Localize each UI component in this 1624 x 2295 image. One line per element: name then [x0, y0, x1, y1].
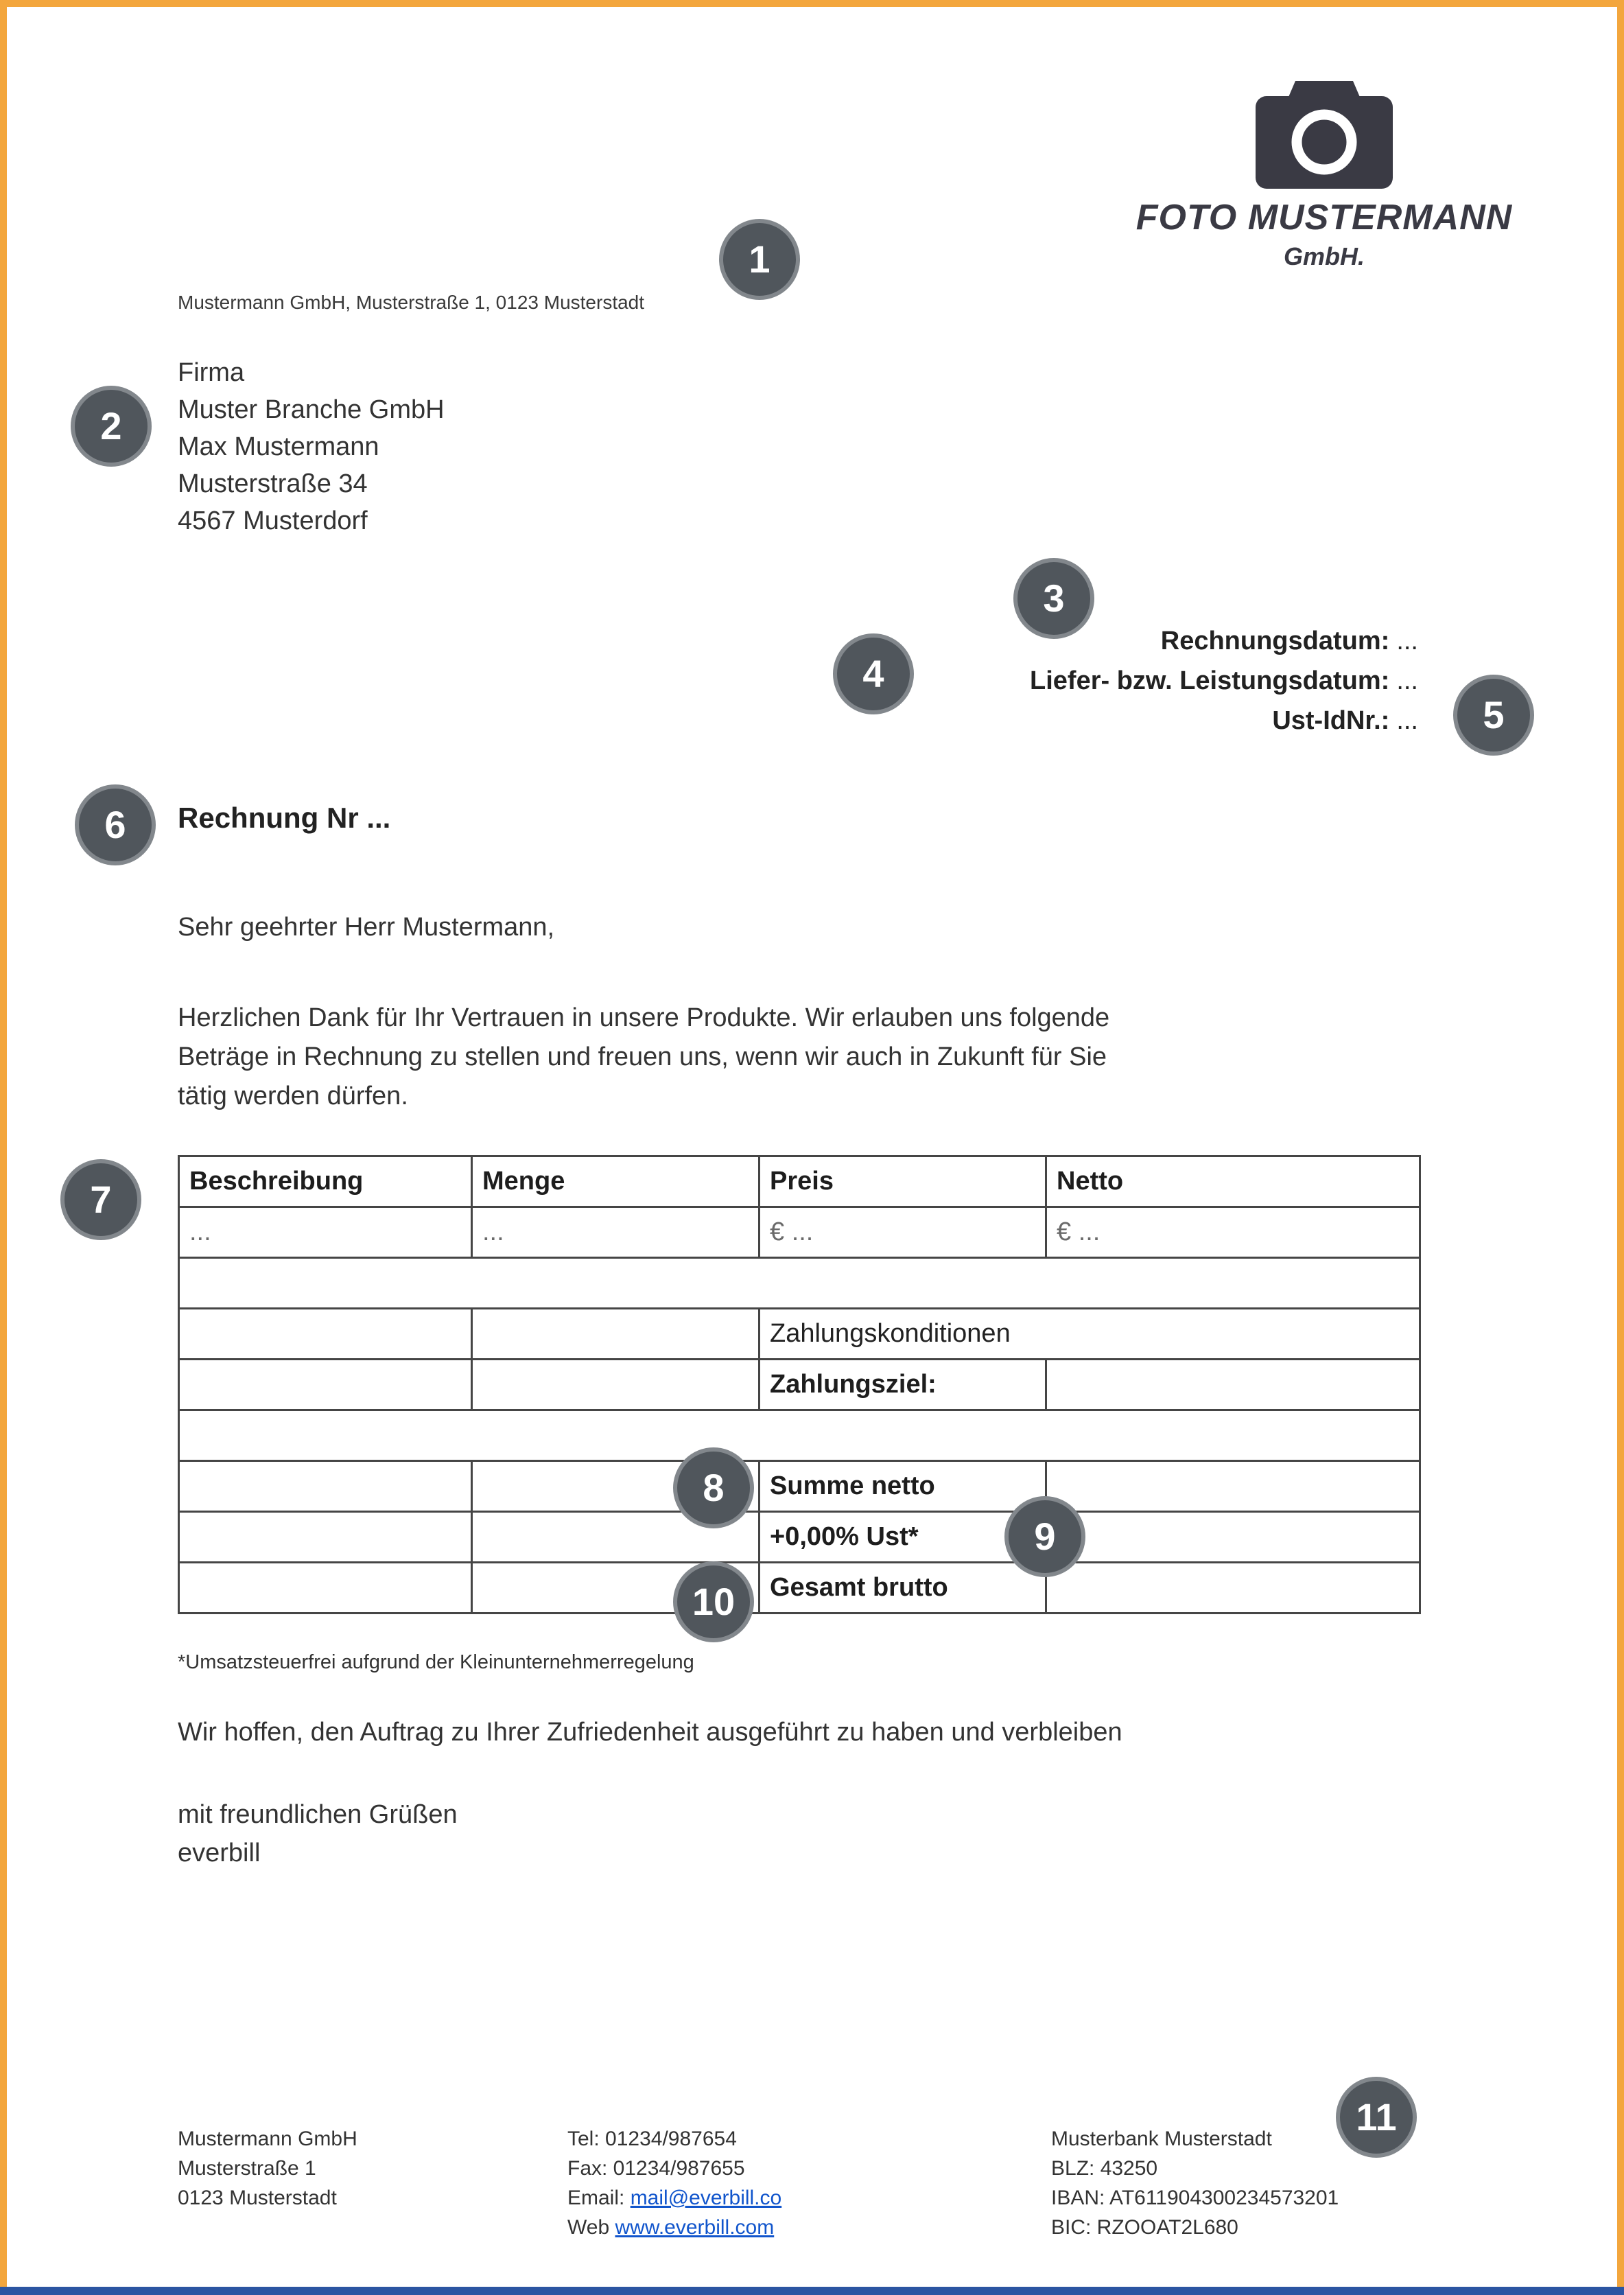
empty-cell	[179, 1461, 472, 1512]
footer-company-line: Musterstraße 1	[178, 2157, 316, 2180]
footer-bank-line: IBAN: AT611904300234573201	[1051, 2187, 1339, 2209]
recipient-line: Firma	[178, 358, 245, 387]
empty-cell	[179, 1512, 472, 1563]
invoice-meta-block	[1030, 621, 1418, 741]
spacer-cell	[179, 1410, 1420, 1461]
signature-name: everbill	[178, 1839, 261, 1867]
footer-email-line	[567, 2183, 781, 2213]
footer-rule	[0, 2287, 1624, 2295]
label-summe-netto: Summe netto	[760, 1461, 1046, 1512]
logo-subtitle: GmbH.	[1283, 242, 1365, 270]
value-ust	[1046, 1512, 1420, 1563]
intro-line: tätig werden dürfen.	[178, 1082, 408, 1110]
tax-footnote: *Umsatzsteuerfrei aufgrund der Kleinunternehmerregelung	[178, 1651, 694, 1673]
cell-preis: € ...	[760, 1207, 1046, 1258]
meta-value: ...	[1396, 666, 1418, 695]
annotation-circle-8: 8	[673, 1447, 754, 1528]
closing-sentence: Wir hoffen, den Auftrag zu Ihrer Zufriedenheit ausgeführt zu haben und verbleiben	[178, 1718, 1122, 1747]
cell-beschreibung: ...	[179, 1207, 472, 1258]
annotation-circle-9: 9	[1004, 1496, 1085, 1577]
table-row-zahlungsziel	[179, 1360, 1420, 1410]
annotation-circle-4: 4	[833, 633, 914, 714]
recipient-line: Muster Branche GmbH	[178, 395, 445, 424]
web-label: Web	[567, 2216, 615, 2239]
header-menge: Menge	[472, 1156, 760, 1207]
meta-value: ...	[1396, 706, 1418, 735]
recipient-line: Musterstraße 34	[178, 469, 368, 498]
meta-label: Liefer- bzw. Leistungsdatum:	[1030, 666, 1390, 695]
footer-company-line: 0123 Musterstadt	[178, 2187, 337, 2209]
regards-line: mit freundlichen Grüßen	[178, 1800, 458, 1829]
table-spacer-row	[179, 1258, 1420, 1309]
annotation-circle-3: 3	[1013, 558, 1094, 639]
header-beschreibung: Beschreibung	[179, 1156, 472, 1207]
label-zahlungskonditionen: Zahlungskonditionen	[760, 1309, 1420, 1360]
meta-label: Ust-IdNr.:	[1272, 706, 1390, 735]
header-preis: Preis	[760, 1156, 1046, 1207]
label-gesamt-brutto: Gesamt brutto	[760, 1563, 1046, 1614]
annotation-circle-6: 6	[75, 784, 156, 865]
camera-icon	[1256, 77, 1393, 190]
intro-line: Herzlichen Dank für Ihr Vertrauen in unsere Produkte. Wir erlauben uns folgende	[178, 1003, 1110, 1032]
empty-cell	[179, 1309, 472, 1360]
empty-cell	[472, 1309, 760, 1360]
footer-company-column	[178, 2124, 357, 2213]
meta-row-leistungsdatum	[1030, 661, 1418, 701]
annotation-circle-5: 5	[1453, 675, 1534, 756]
intro-paragraph	[178, 999, 1109, 1116]
footer-bank-line: BIC: RZOOAT2L680	[1051, 2216, 1238, 2239]
label-zahlungsziel: Zahlungsziel:	[760, 1360, 1046, 1410]
recipient-address-block	[178, 354, 445, 539]
annotation-circle-11: 11	[1336, 2077, 1417, 2158]
empty-cell	[472, 1360, 760, 1410]
annotation-circle-2: 2	[71, 386, 152, 467]
recipient-line: Max Mustermann	[178, 432, 379, 461]
salutation: Sehr geehrter Herr Mustermann,	[178, 913, 555, 942]
web-link[interactable]: www.everbill.com	[615, 2216, 775, 2239]
annotation-circle-1: 1	[719, 219, 800, 300]
table-spacer-row	[179, 1410, 1420, 1461]
footer-company-line: Mustermann GmbH	[178, 2128, 357, 2150]
invoice-title: Rechnung Nr ...	[178, 802, 391, 834]
sender-address-line: Mustermann GmbH, Musterstraße 1, 0123 Musterstadt	[178, 292, 645, 313]
header-netto: Netto	[1046, 1156, 1420, 1207]
table-header-row	[179, 1156, 1420, 1207]
value-summe-netto	[1046, 1461, 1420, 1512]
intro-line: Beträge in Rechnung zu stellen und freuen uns, wenn wir auch in Zukunft für Sie	[178, 1042, 1107, 1071]
meta-row-ustidnr	[1030, 701, 1418, 741]
value-zahlungsziel	[1046, 1360, 1420, 1410]
signature-block	[178, 1795, 458, 1872]
table-row-zahlungskonditionen	[179, 1309, 1420, 1360]
footer-tel: Tel: 01234/987654	[567, 2128, 737, 2150]
footer-web-line	[567, 2213, 781, 2242]
footer-bank-line: BLZ: 43250	[1051, 2157, 1158, 2180]
table-row-summe-netto	[179, 1461, 1420, 1512]
table-row-ust	[179, 1512, 1420, 1563]
footer-bank-line: Musterbank Musterstadt	[1051, 2128, 1272, 2150]
meta-row-rechnungsdatum	[1030, 621, 1418, 661]
meta-value: ...	[1396, 627, 1418, 655]
footer-fax: Fax: 01234/987655	[567, 2157, 745, 2180]
logo-company-name: FOTO MUSTERMANN	[1135, 198, 1513, 237]
table-data-row	[179, 1207, 1420, 1258]
label-ust: +0,00% Ust*	[760, 1512, 1046, 1563]
email-label: Email:	[567, 2187, 631, 2209]
company-logo	[1132, 77, 1516, 271]
footer-contact-column	[567, 2124, 781, 2242]
meta-label: Rechnungsdatum:	[1160, 627, 1390, 655]
cell-netto: € ...	[1046, 1207, 1420, 1258]
recipient-line: 4567 Musterdorf	[178, 506, 368, 535]
spacer-cell	[179, 1258, 1420, 1309]
email-link[interactable]: mail@everbill.co	[630, 2187, 782, 2209]
invoice-table	[178, 1155, 1421, 1614]
annotation-circle-7: 7	[60, 1159, 141, 1240]
annotation-circle-10: 10	[673, 1561, 754, 1642]
cell-menge: ...	[472, 1207, 760, 1258]
footer-bank-column	[1051, 2124, 1339, 2242]
table-row-gesamt-brutto	[179, 1563, 1420, 1614]
empty-cell	[179, 1563, 472, 1614]
empty-cell	[179, 1360, 472, 1410]
value-gesamt-brutto	[1046, 1563, 1420, 1614]
